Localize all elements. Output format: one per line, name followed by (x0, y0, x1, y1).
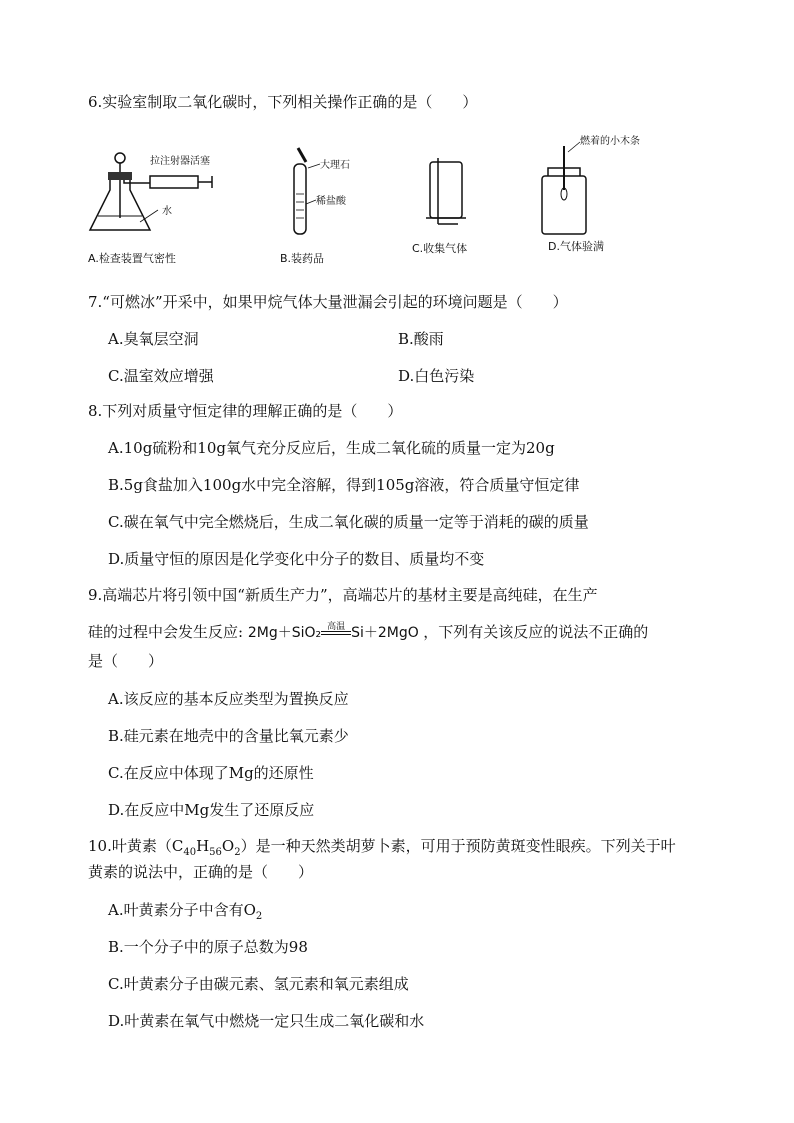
test-tube-apparatus (294, 148, 320, 234)
chemical-equation (247, 622, 423, 641)
q10-stem-post: ）是一种天然类胡萝卜素，可用于预防黄斑变性眼疾。下列关于叶 (240, 837, 676, 855)
q6-stem: 6.实验室制取二氧化碳时，下列相关操作正确的是（ ） (88, 93, 478, 111)
q7-option-d: D.白色污染 (398, 367, 475, 385)
caption-c: C.收集气体 (412, 242, 468, 255)
label-stick: 燃着的小木条 (580, 136, 640, 147)
collection-bottle-apparatus (426, 158, 466, 224)
gas-jar-apparatus (542, 142, 586, 234)
q9-stem-post: ，下列有关该反应的说法不正确的 (423, 623, 649, 641)
q8-option-a: A.10g硫粉和10g氧气充分反应后，生成二氧化硫的质量一定为20g (108, 439, 555, 457)
q10-option-b: B.一个分子中的原子总数为98 (108, 938, 308, 956)
q7-option-b: B.酸雨 (398, 330, 444, 348)
q8-stem: 8.下列对质量守恒定律的理解正确的是（ ） (88, 402, 403, 420)
equation-arrow (321, 622, 351, 635)
q10-option-a-sub: 2 (255, 911, 263, 922)
q6-figure (80, 128, 720, 268)
q9-option-a: A.该反应的基本反应类型为置换反应 (108, 690, 349, 708)
q10-option-c: C.叶黄素分子由碳元素、氢元素和氧元素组成 (108, 975, 409, 993)
label-acid: 稀盐酸 (316, 196, 346, 207)
q10-stem-line2: 黄素的说法中，正确的是（ ） (88, 863, 314, 881)
label-water: 水 (162, 206, 172, 217)
q9-stem-line3: 是（ ） (88, 652, 164, 670)
q10-h: H (196, 837, 210, 855)
label-syringe: 拉注射器活塞 (150, 156, 210, 167)
q9-option-b: B.硅元素在地壳中的含量比氧元素少 (108, 727, 349, 745)
caption-b: B.装药品 (280, 252, 325, 265)
q10-stem-line1 (88, 836, 676, 863)
q8-option-d: D.质量守恒的原因是化学变化中分子的数目、质量均不变 (108, 550, 485, 568)
equation-condition: 高温 (327, 622, 346, 632)
equation-right: Si＋2MgO (351, 625, 419, 641)
q9-stem-pre: 硅的过程中会发生反应: (88, 623, 244, 641)
q9-option-d: D.在反应中Mg发生了还原反应 (108, 801, 315, 819)
q10-sub-o: 2 (234, 847, 241, 858)
q7-stem: 7.“可燃冰”开采中，如果甲烷气体大量泄漏会引起的环境问题是（ ） (88, 293, 568, 311)
label-marble: 大理石 (320, 160, 350, 171)
q10-stem-pre: 10.叶黄素（C (88, 837, 184, 855)
q8-option-b: B.5g食盐加入100g水中完全溶解，得到105g溶液，符合质量守恒定律 (108, 476, 580, 494)
q7-option-c: C.温室效应增强 (108, 367, 214, 385)
q8-option-c: C.碳在氧气中完全燃烧后，生成二氧化碳的质量一定等于消耗的碳的质量 (108, 513, 589, 531)
q10-option-a (108, 900, 262, 927)
q10-o: O (221, 837, 235, 855)
caption-d: D.气体验满 (548, 240, 604, 253)
q6-apparatus-diagram (80, 128, 720, 268)
q10-option-d: D.叶黄素在氧气中燃烧一定只生成二氧化碳和水 (108, 1012, 425, 1030)
q10-sub-h: 56 (209, 847, 222, 858)
q10-sub-c: 40 (183, 847, 197, 858)
q9-option-c: C.在反应中体现了Mg的还原性 (108, 764, 314, 782)
q9-stem-line2 (88, 622, 648, 643)
q7-option-a: A.臭氧层空洞 (108, 330, 199, 348)
q9-stem-line1: 9.高端芯片将引领中国“新质生产力”，高端芯片的基材主要是高纯硅，在生产 (88, 586, 598, 604)
equation-left: 2Mg＋SiO₂ (247, 625, 322, 641)
caption-a: A.检查装置气密性 (88, 252, 176, 265)
q10-option-a-text: A.叶黄素分子中含有O (108, 901, 256, 919)
